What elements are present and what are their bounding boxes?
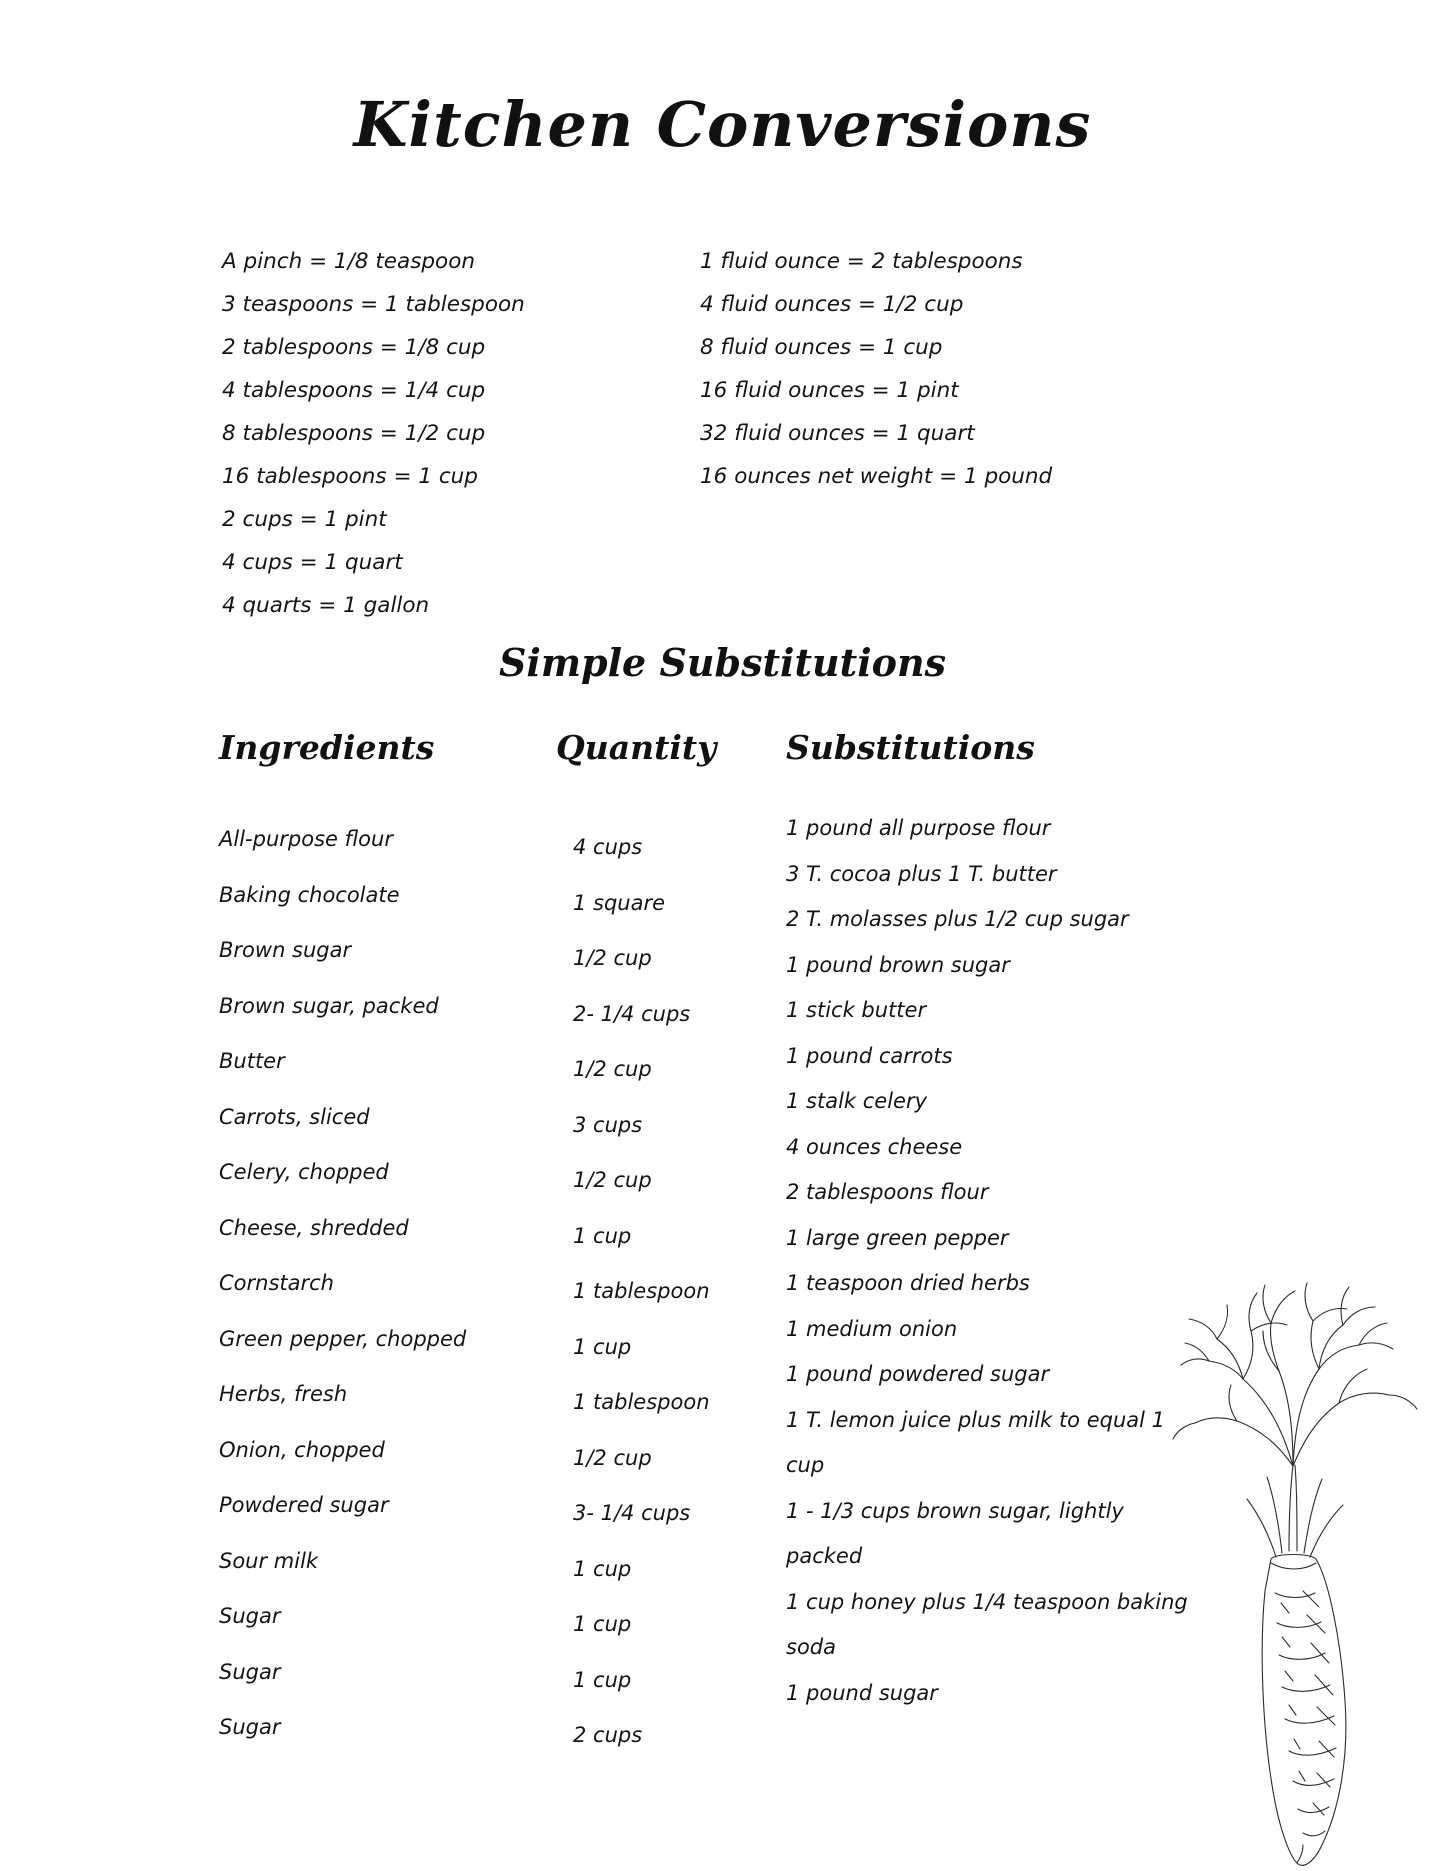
ingredient-cell: Sugar	[219, 1604, 281, 1628]
quantity-cell: 4 cups	[573, 835, 643, 859]
substitution-cell: 1 medium onion	[786, 1316, 958, 1341]
conversion-line: A pinch = 1/8 teaspoon	[222, 249, 475, 274]
quantity-cell: 1 tablespoon	[573, 1279, 710, 1303]
conversion-line: 8 tablespoons = 1/2 cup	[222, 421, 486, 446]
quantity-cell: 1 square	[573, 890, 666, 915]
quantity-column	[573, 820, 773, 1764]
conversion-line: 32 fluid ounces = 1 quart	[700, 421, 975, 446]
conversion-line: 4 fluid ounces = 1/2 cup	[700, 292, 964, 317]
quantity-cell: 1 cup	[573, 1223, 632, 1248]
conversion-line: 2 cups = 1 pint	[222, 507, 387, 532]
substitution-cell: 1 pound all purpose flour	[786, 816, 1051, 840]
quantity-cell: 3- 1/4 cups	[573, 1501, 691, 1525]
substitution-cell: 3 T. cocoa plus 1 T. butter	[786, 861, 1057, 886]
ingredient-cell: Sugar	[219, 1659, 281, 1684]
conversions-right-column	[700, 240, 1052, 498]
ingredient-cell: Celery, chopped	[219, 1160, 389, 1184]
quantity-cell: 3 cups	[573, 1112, 643, 1137]
ingredient-cell: Butter	[219, 1049, 285, 1073]
quantity-cell: 2 cups	[573, 1723, 643, 1747]
quantity-cell: 1/2 cup	[573, 1168, 652, 1192]
page-title: Kitchen Conversions	[353, 88, 1092, 161]
ingredient-cell: Brown sugar	[219, 938, 352, 962]
substitution-cell: 1 pound powdered sugar	[786, 1362, 1050, 1386]
substitution-cell: 1 cup honey plus 1/4 teaspoon baking soda	[786, 1589, 1188, 1659]
ingredient-cell: Powdered sugar	[219, 1493, 389, 1517]
quantity-cell: 1/2 cup	[573, 946, 652, 970]
ingredient-cell: Baking chocolate	[219, 882, 400, 907]
conversion-line: 8 fluid ounces = 1 cup	[700, 335, 943, 360]
substitution-cell: 1 - 1/3 cups brown sugar, lightly packed	[786, 1498, 1124, 1568]
quantity-cell: 1 cup	[573, 1334, 632, 1359]
substitution-cell: 1 stick butter	[786, 998, 927, 1022]
quantity-cell: 1 cup	[573, 1556, 632, 1581]
quantity-cell: 2- 1/4 cups	[573, 1001, 691, 1026]
quantity-cell: 1/2 cup	[573, 1057, 652, 1081]
quantity-cell: 1 tablespoon	[573, 1390, 710, 1414]
substitution-cell: 1 T. lemon juice plus milk to equal 1 cup	[786, 1407, 1165, 1477]
substitution-cell: 2 tablespoons flour	[786, 1180, 989, 1204]
ingredient-cell: Carrots, sliced	[219, 1104, 370, 1129]
ingredient-cell: Green pepper, chopped	[219, 1326, 467, 1351]
conversion-line: 1 fluid ounce = 2 tablespoons	[700, 249, 1023, 274]
column-header-quantity: Quantity	[556, 728, 717, 767]
quantity-cell: 1 cup	[573, 1667, 632, 1692]
substitution-cell: 4 ounces cheese	[786, 1134, 963, 1159]
substitutions-column	[786, 806, 1206, 1716]
substitution-cell: 2 T. molasses plus 1/2 cup sugar	[786, 907, 1129, 931]
ingredient-cell: Onion, chopped	[219, 1437, 385, 1462]
conversion-line: 4 quarts = 1 gallon	[222, 593, 430, 618]
ingredient-cell: Brown sugar, packed	[219, 993, 439, 1018]
conversion-line: 16 ounces net weight = 1 pound	[700, 464, 1053, 489]
ingredient-cell: All-purpose flour	[219, 827, 393, 851]
ingredient-cell: Herbs, fresh	[219, 1382, 348, 1406]
substitution-cell: 1 pound sugar	[786, 1680, 938, 1705]
conversion-line: 3 teaspoons = 1 tablespoon	[222, 292, 525, 317]
conversion-line: 16 fluid ounces = 1 pint	[700, 378, 959, 403]
quantity-cell: 1 cup	[573, 1612, 632, 1636]
conversion-line: 4 cups = 1 quart	[222, 550, 403, 575]
ingredient-cell: Sugar	[219, 1715, 281, 1739]
substitution-cell: 1 stalk celery	[786, 1089, 928, 1113]
ingredient-cell: Sour milk	[219, 1548, 319, 1573]
conversion-line: 2 tablespoons = 1/8 cup	[222, 335, 486, 360]
substitution-cell: 1 pound carrots	[786, 1043, 953, 1068]
column-header-substitutions: Substitutions	[786, 728, 1035, 767]
conversions-left-column	[222, 240, 525, 627]
section-title-substitutions: Simple Substitutions	[498, 640, 947, 685]
substitution-cell: 1 large green pepper	[786, 1225, 1009, 1250]
ingredients-column	[219, 812, 539, 1756]
substitution-cell: 1 teaspoon dried herbs	[786, 1271, 1030, 1295]
column-header-ingredients: Ingredients	[219, 728, 435, 767]
ingredient-cell: Cheese, shredded	[219, 1215, 409, 1240]
ingredient-cell: Cornstarch	[219, 1271, 334, 1295]
substitution-cell: 1 pound brown sugar	[786, 952, 1010, 977]
conversion-line: 16 tablespoons = 1 cup	[222, 464, 478, 489]
quantity-cell: 1/2 cup	[573, 1445, 652, 1470]
conversion-line: 4 tablespoons = 1/4 cup	[222, 378, 486, 403]
